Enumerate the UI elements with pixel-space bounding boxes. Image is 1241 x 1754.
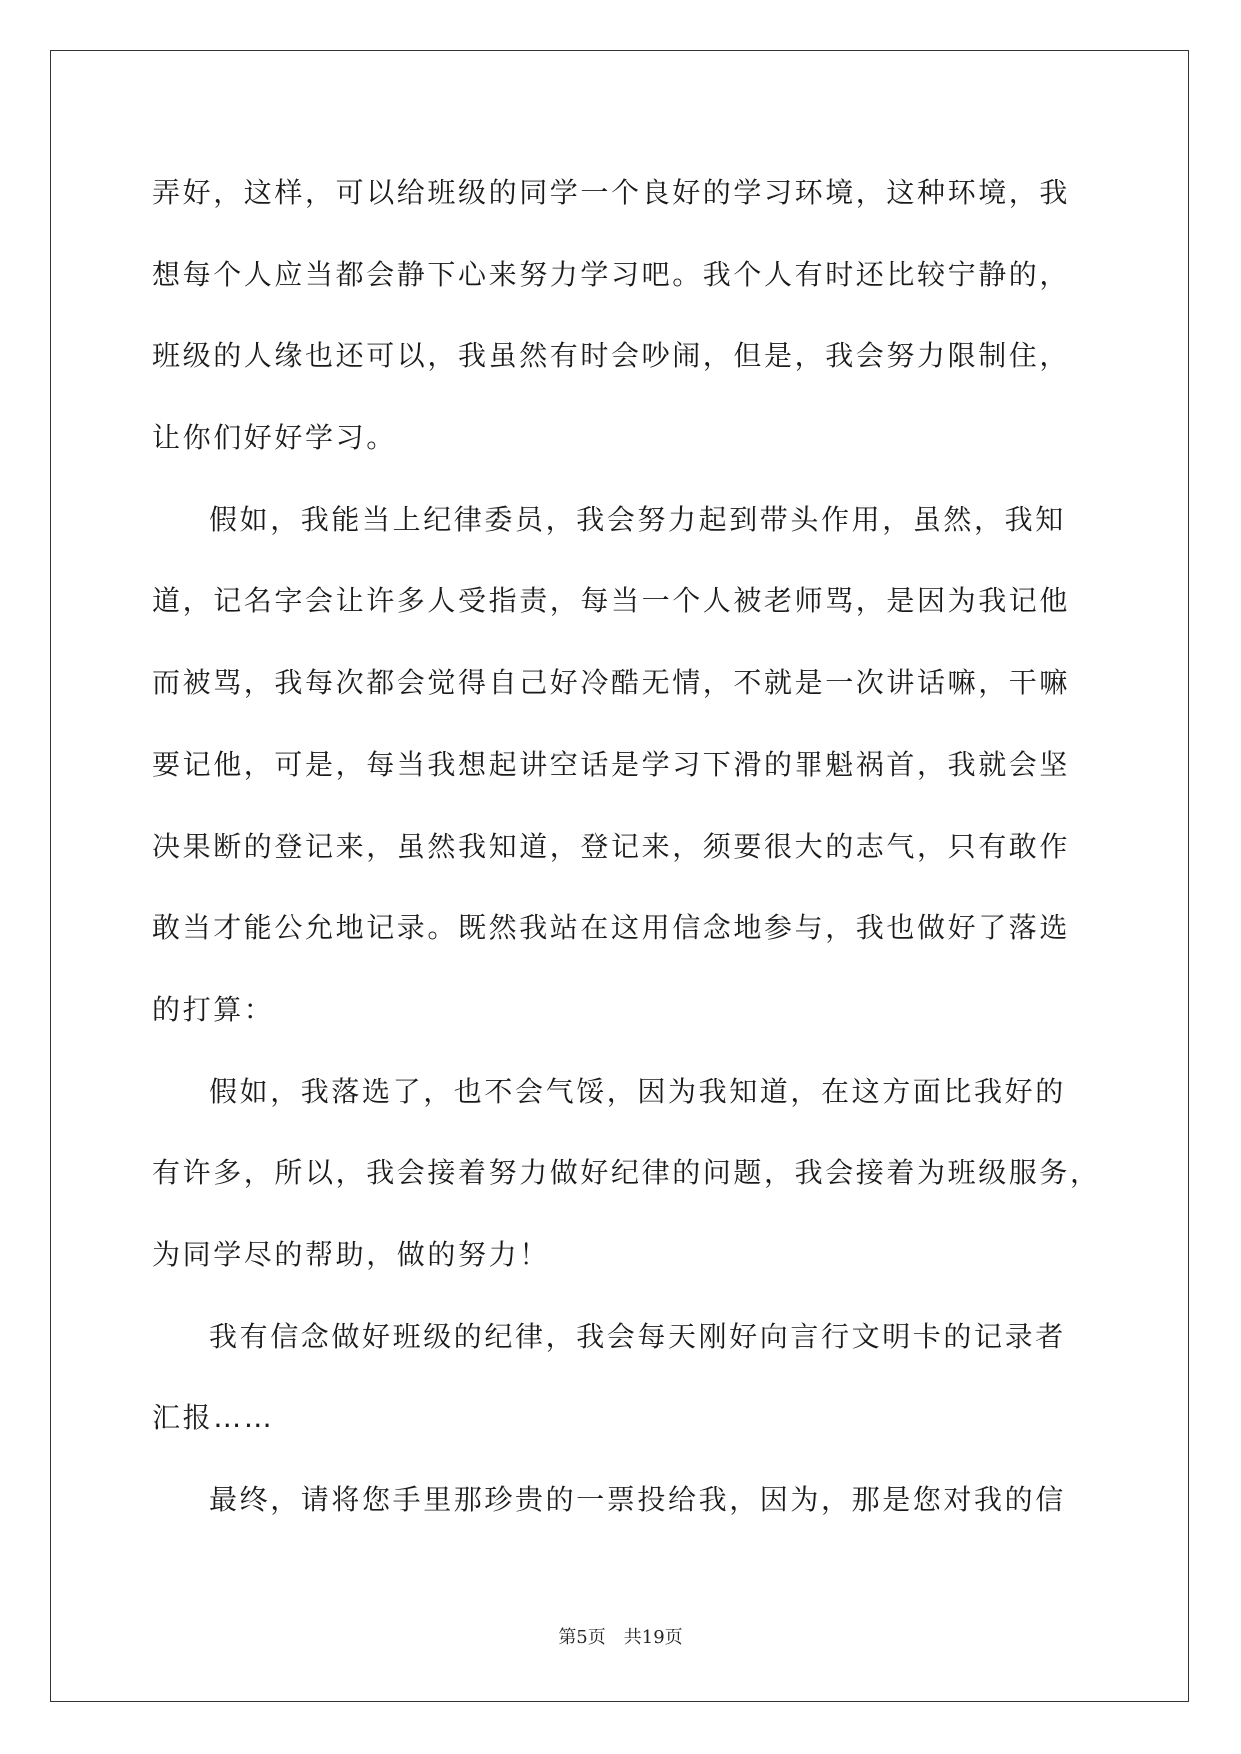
text-line: 我有信念做好班级的纪律，我会每天刚好向言行文明卡的记录者 [209, 1319, 1066, 1353]
text-line: 弄好，这样，可以给班级的同学一个良好的学习环境，这种环境，我 [152, 176, 1071, 209]
text-line: 想每个人应当都会静下心来努力学习吧。我个人有时还比较宁静的， [152, 257, 1071, 291]
text-line: 最终，请将您手里那珍贵的一票投给我，因为，那是您对我的信 [209, 1483, 1066, 1516]
document-body [152, 152, 1112, 1541]
text-line: 敢当才能公允地记录。既然我站在这用信念地参与，我也做好了落选 [152, 911, 1071, 945]
text-line: 假如，我落选了，也不会气馁，因为我知道，在这方面比我好的 [209, 1074, 1066, 1108]
text-line: 假如，我能当上纪律委员，我会努力起到带头作用，虽然，我知 [209, 502, 1066, 536]
page-footer [0, 1623, 1241, 1649]
text-line: 道，记名字会让许多人受指责，每当一个人被老师骂，是因为我记他 [152, 584, 1071, 618]
text-line: 为同学尽的帮助，做的努力！ [152, 1237, 550, 1271]
text-line: 汇报…… [152, 1401, 275, 1435]
text-line: 要记他，可是，每当我想起讲空话是学习下滑的罪魁祸首，我就会坚 [152, 747, 1071, 781]
text-line: 让你们好好学习。 [152, 421, 397, 455]
text-line: 班级的人缘也还可以，我虽然有时会吵闹，但是，我会努力限制住， [152, 339, 1071, 373]
text-line: 而被骂，我每次都会觉得自己好冷酷无情，不就是一次讲话嘛，干嘛 [152, 666, 1071, 700]
text-line: 的打算： [152, 992, 275, 1026]
page-total: 共19页 [623, 1627, 683, 1648]
page-number: 第5页 [558, 1627, 606, 1648]
text-line: 决果断的登记来，虽然我知道，登记来，须要很大的志气，只有敢作 [152, 829, 1071, 863]
text-line: 有许多，所以，我会接着努力做好纪律的问题，我会接着为班级服务， [152, 1156, 1101, 1190]
